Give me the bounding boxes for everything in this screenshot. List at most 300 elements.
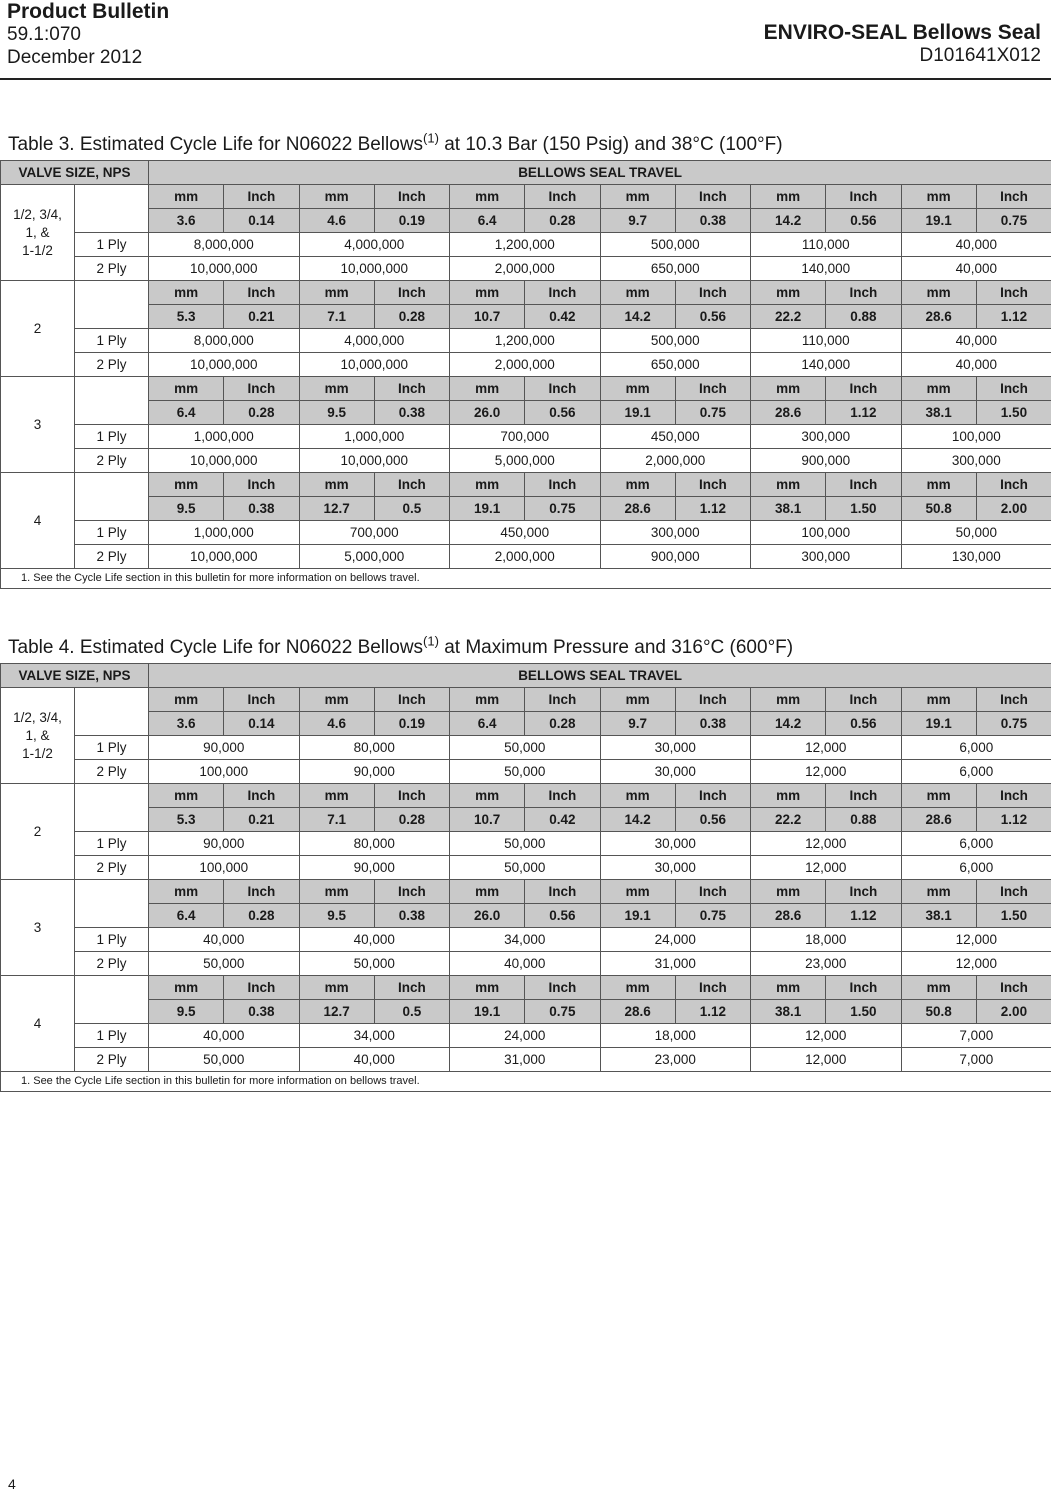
- unit-cell: mm: [600, 281, 675, 305]
- cycle-life-row: [1, 329, 1051, 353]
- travel-value-cell: 4.6: [299, 712, 374, 736]
- travel-value-cell: 0.28: [224, 401, 299, 425]
- cycle-life-value: 50,000: [450, 760, 601, 784]
- travel-value-cell: 0.14: [224, 209, 299, 233]
- travel-value-cell: 1.12: [826, 401, 901, 425]
- unit-cell: mm: [149, 880, 224, 904]
- cycle-life-value: 140,000: [751, 353, 902, 377]
- cycle-life-value: 40,000: [901, 353, 1051, 377]
- cycle-life-value: 90,000: [299, 760, 450, 784]
- ply-label: 2 Ply: [75, 545, 149, 569]
- valve-size-label: 3: [33, 919, 42, 935]
- unit-row: [1, 473, 1051, 497]
- cycle-life-value: 6,000: [901, 760, 1051, 784]
- travel-value-cell: 38.1: [901, 401, 976, 425]
- travel-value-cell: 9.5: [299, 401, 374, 425]
- cycle-life-value: 40,000: [299, 928, 450, 952]
- cycle-life-value: 2,000,000: [450, 545, 601, 569]
- unit-cell: mm: [600, 976, 675, 1000]
- table-title-footnote-ref: (1): [423, 633, 439, 649]
- unit-cell: Inch: [374, 688, 449, 712]
- table-title-condition: at 10.3 Bar (150 Psig) and 38°C (100°F): [438, 134, 783, 155]
- unit-cell: Inch: [826, 377, 901, 401]
- ply-label: 1 Ply: [75, 928, 149, 952]
- cycle-life-value: 110,000: [751, 329, 902, 353]
- cycle-life-value: 900,000: [751, 449, 902, 473]
- product-title: ENVIRO-SEAL Bellows Seal: [763, 21, 1041, 44]
- travel-value-cell: 0.14: [224, 712, 299, 736]
- cycle-life-value: 50,000: [450, 736, 601, 760]
- travel-value-cell: 0.21: [224, 808, 299, 832]
- cycle-life-row: [1, 736, 1051, 760]
- unit-cell: mm: [149, 377, 224, 401]
- travel-value-cell: 1.12: [675, 497, 750, 521]
- cycle-life-value: 7,000: [901, 1048, 1051, 1072]
- cycle-life-value: 50,000: [450, 856, 601, 880]
- unit-row: [1, 784, 1051, 808]
- valve-size-cell: [1, 473, 75, 569]
- travel-value-cell: 5.3: [149, 305, 224, 329]
- unit-cell: mm: [149, 281, 224, 305]
- travel-value-cell: 6.4: [450, 712, 525, 736]
- ply-label: 2 Ply: [75, 952, 149, 976]
- valve-size-label: 1/2, 3/4, 1, & 1-1/2: [13, 709, 62, 761]
- cycle-life-value: 500,000: [600, 329, 751, 353]
- travel-value-cell: 28.6: [600, 497, 675, 521]
- travel-value-cell: 9.7: [600, 712, 675, 736]
- travel-value-cell: 0.5: [374, 497, 449, 521]
- unit-cell: Inch: [826, 473, 901, 497]
- table-title-text: Table 3. Estimated Cycle Life for N06022 Bellows: [8, 134, 424, 155]
- unit-cell: Inch: [675, 185, 750, 209]
- unit-cell: Inch: [675, 880, 750, 904]
- unit-cell: mm: [901, 880, 976, 904]
- unit-cell: mm: [751, 880, 826, 904]
- travel-value-cell: 19.1: [901, 712, 976, 736]
- unit-cell: Inch: [976, 880, 1051, 904]
- valve-size-header: VALVE SIZE, NPS: [1, 664, 149, 688]
- travel-row: [1, 401, 1051, 425]
- unit-cell: mm: [751, 976, 826, 1000]
- cycle-life-value: 12,000: [751, 760, 902, 784]
- unit-cell: mm: [600, 688, 675, 712]
- travel-value-cell: 2.00: [976, 497, 1051, 521]
- table-header-row: [1, 161, 1051, 185]
- cycle-life-value: 50,000: [901, 521, 1051, 545]
- cycle-life-row: [1, 257, 1051, 281]
- travel-value-cell: 12.7: [299, 497, 374, 521]
- cycle-life-value: 6,000: [901, 832, 1051, 856]
- unit-cell: Inch: [525, 688, 600, 712]
- table-note-row: [1, 569, 1051, 589]
- table-title-footnote-ref: (1): [423, 130, 439, 146]
- travel-value-cell: 3.6: [149, 712, 224, 736]
- table-footnote: 1. See the Cycle Life section in this bulletin for more information on bellows travel.: [1, 1072, 1051, 1092]
- unit-cell: Inch: [224, 880, 299, 904]
- cycle-life-value: 34,000: [299, 1024, 450, 1048]
- blank-cell: [75, 880, 149, 928]
- ply-label: 2 Ply: [75, 257, 149, 281]
- travel-value-cell: 6.4: [149, 904, 224, 928]
- travel-value-cell: 1.12: [675, 1000, 750, 1024]
- travel-value-cell: 14.2: [600, 808, 675, 832]
- unit-cell: Inch: [826, 880, 901, 904]
- cycle-life-row: [1, 1048, 1051, 1072]
- unit-cell: Inch: [224, 473, 299, 497]
- travel-value-cell: 14.2: [751, 712, 826, 736]
- blank-cell: [75, 976, 149, 1024]
- travel-value-cell: 1.12: [976, 808, 1051, 832]
- table-4-title: [8, 633, 794, 659]
- cycle-life-row: [1, 832, 1051, 856]
- unit-cell: Inch: [976, 688, 1051, 712]
- unit-cell: Inch: [525, 281, 600, 305]
- unit-cell: mm: [751, 784, 826, 808]
- header-divider: [0, 78, 1051, 80]
- ply-label: 1 Ply: [75, 832, 149, 856]
- unit-cell: mm: [901, 281, 976, 305]
- travel-value-cell: 9.5: [149, 1000, 224, 1024]
- cycle-life-value: 10,000,000: [149, 353, 300, 377]
- cycle-life-value: 1,000,000: [149, 425, 300, 449]
- cycle-life-value: 24,000: [450, 1024, 601, 1048]
- unit-row: [1, 976, 1051, 1000]
- unit-cell: Inch: [374, 377, 449, 401]
- unit-cell: mm: [901, 784, 976, 808]
- travel-value-cell: 7.1: [299, 305, 374, 329]
- ply-label: 1 Ply: [75, 329, 149, 353]
- bellows-travel-header: BELLOWS SEAL TRAVEL: [149, 664, 1051, 688]
- ply-label: 2 Ply: [75, 856, 149, 880]
- unit-cell: Inch: [976, 185, 1051, 209]
- bellows-travel-header: BELLOWS SEAL TRAVEL: [149, 161, 1051, 185]
- cycle-life-value: 130,000: [901, 545, 1051, 569]
- unit-cell: Inch: [675, 377, 750, 401]
- cycle-life-row: [1, 425, 1051, 449]
- unit-cell: Inch: [675, 784, 750, 808]
- unit-row: [1, 688, 1051, 712]
- ply-label: 2 Ply: [75, 449, 149, 473]
- ply-label: 1 Ply: [75, 233, 149, 257]
- table-note-row: [1, 1072, 1051, 1092]
- cycle-life-value: 50,000: [450, 832, 601, 856]
- unit-cell: Inch: [525, 784, 600, 808]
- travel-value-cell: 9.7: [600, 209, 675, 233]
- cycle-life-value: 450,000: [450, 521, 601, 545]
- unit-cell: mm: [450, 784, 525, 808]
- unit-cell: mm: [299, 473, 374, 497]
- travel-value-cell: 1.12: [976, 305, 1051, 329]
- cycle-life-row: [1, 521, 1051, 545]
- cycle-life-value: 700,000: [299, 521, 450, 545]
- unit-cell: mm: [149, 185, 224, 209]
- cycle-life-row: [1, 928, 1051, 952]
- travel-value-cell: 0.56: [525, 904, 600, 928]
- unit-cell: mm: [299, 281, 374, 305]
- valve-size-label: 3: [33, 416, 42, 432]
- unit-cell: mm: [450, 473, 525, 497]
- unit-cell: mm: [450, 281, 525, 305]
- table-title-text: Table 4. Estimated Cycle Life for N06022 Bellows: [8, 637, 424, 658]
- unit-cell: mm: [600, 880, 675, 904]
- bulletin-date: December 2012: [7, 47, 143, 68]
- blank-cell: [75, 784, 149, 832]
- unit-row: [1, 185, 1051, 209]
- travel-value-cell: 19.1: [600, 401, 675, 425]
- cycle-life-value: 6,000: [901, 856, 1051, 880]
- unit-cell: Inch: [675, 473, 750, 497]
- blank-cell: [75, 473, 149, 521]
- travel-value-cell: 2.00: [976, 1000, 1051, 1024]
- travel-value-cell: 0.88: [826, 305, 901, 329]
- unit-row: [1, 281, 1051, 305]
- cycle-life-value: 300,000: [600, 521, 751, 545]
- cycle-life-row: [1, 952, 1051, 976]
- unit-cell: Inch: [826, 688, 901, 712]
- travel-value-cell: 0.38: [675, 209, 750, 233]
- cycle-life-value: 5,000,000: [450, 449, 601, 473]
- cycle-life-row: [1, 233, 1051, 257]
- unit-cell: mm: [149, 976, 224, 1000]
- cycle-life-value: 40,000: [450, 952, 601, 976]
- unit-cell: Inch: [826, 976, 901, 1000]
- cycle-life-value: 10,000,000: [149, 257, 300, 281]
- unit-cell: Inch: [976, 784, 1051, 808]
- unit-cell: mm: [901, 473, 976, 497]
- cycle-life-value: 12,000: [901, 952, 1051, 976]
- cycle-life-value: 2,000,000: [600, 449, 751, 473]
- blank-cell: [75, 688, 149, 736]
- travel-row: [1, 904, 1051, 928]
- unit-cell: mm: [450, 976, 525, 1000]
- unit-cell: Inch: [976, 281, 1051, 305]
- unit-cell: Inch: [224, 976, 299, 1000]
- valve-size-header: VALVE SIZE, NPS: [1, 161, 149, 185]
- travel-value-cell: 0.56: [525, 401, 600, 425]
- travel-value-cell: 10.7: [450, 808, 525, 832]
- cycle-life-value: 1,200,000: [450, 329, 601, 353]
- bulletin-number: 59.1:070: [7, 24, 81, 45]
- unit-cell: mm: [901, 185, 976, 209]
- unit-cell: mm: [600, 377, 675, 401]
- travel-value-cell: 1.12: [826, 904, 901, 928]
- travel-value-cell: 0.56: [675, 305, 750, 329]
- cycle-life-row: [1, 545, 1051, 569]
- valve-size-cell: [1, 784, 75, 880]
- cycle-life-value: 90,000: [149, 832, 300, 856]
- ply-label: 2 Ply: [75, 760, 149, 784]
- cycle-life-value: 30,000: [600, 832, 751, 856]
- table-4: [0, 663, 1051, 1092]
- cycle-life-value: 50,000: [149, 1048, 300, 1072]
- unit-cell: mm: [600, 473, 675, 497]
- cycle-life-value: 450,000: [600, 425, 751, 449]
- cycle-life-value: 500,000: [600, 233, 751, 257]
- unit-cell: mm: [149, 688, 224, 712]
- unit-cell: mm: [901, 377, 976, 401]
- travel-value-cell: 0.19: [374, 209, 449, 233]
- travel-value-cell: 28.6: [600, 1000, 675, 1024]
- travel-value-cell: 28.6: [901, 305, 976, 329]
- unit-cell: Inch: [374, 185, 449, 209]
- travel-value-cell: 10.7: [450, 305, 525, 329]
- travel-value-cell: 0.38: [224, 497, 299, 521]
- valve-size-label: 2: [33, 823, 42, 839]
- valve-size-cell: [1, 281, 75, 377]
- unit-cell: mm: [450, 688, 525, 712]
- travel-value-cell: 0.75: [525, 497, 600, 521]
- unit-cell: Inch: [525, 377, 600, 401]
- cycle-life-value: 40,000: [901, 233, 1051, 257]
- cycle-life-value: 50,000: [149, 952, 300, 976]
- cycle-life-value: 90,000: [149, 736, 300, 760]
- header-left: [7, 0, 169, 69]
- unit-row: [1, 880, 1051, 904]
- travel-value-cell: 28.6: [751, 401, 826, 425]
- cycle-life-row: [1, 353, 1051, 377]
- valve-size-cell: [1, 688, 75, 784]
- cycle-life-value: 10,000,000: [149, 449, 300, 473]
- travel-value-cell: 38.1: [751, 497, 826, 521]
- cycle-life-value: 12,000: [751, 832, 902, 856]
- cycle-life-value: 110,000: [751, 233, 902, 257]
- cycle-life-row: [1, 760, 1051, 784]
- table-3-title: [8, 130, 783, 156]
- travel-value-cell: 0.38: [374, 401, 449, 425]
- unit-cell: Inch: [976, 473, 1051, 497]
- travel-value-cell: 0.56: [826, 712, 901, 736]
- valve-size-label: 4: [33, 512, 42, 528]
- ply-label: 1 Ply: [75, 736, 149, 760]
- unit-cell: Inch: [224, 185, 299, 209]
- document-code: D101641X012: [919, 45, 1041, 66]
- unit-cell: mm: [299, 688, 374, 712]
- cycle-life-value: 10,000,000: [149, 545, 300, 569]
- unit-cell: Inch: [826, 185, 901, 209]
- unit-cell: Inch: [224, 688, 299, 712]
- travel-value-cell: 19.1: [901, 209, 976, 233]
- travel-value-cell: 0.88: [826, 808, 901, 832]
- cycle-life-value: 300,000: [751, 425, 902, 449]
- valve-size-cell: [1, 880, 75, 976]
- travel-value-cell: 0.21: [224, 305, 299, 329]
- travel-value-cell: 38.1: [901, 904, 976, 928]
- ply-label: 2 Ply: [75, 353, 149, 377]
- cycle-life-value: 100,000: [149, 760, 300, 784]
- travel-value-cell: 0.28: [525, 712, 600, 736]
- travel-value-cell: 26.0: [450, 401, 525, 425]
- valve-size-label: 4: [33, 1015, 42, 1031]
- cycle-life-value: 31,000: [450, 1048, 601, 1072]
- cycle-life-value: 7,000: [901, 1024, 1051, 1048]
- unit-cell: mm: [299, 784, 374, 808]
- unit-cell: Inch: [224, 784, 299, 808]
- unit-cell: Inch: [525, 976, 600, 1000]
- cycle-life-value: 140,000: [751, 257, 902, 281]
- travel-value-cell: 0.38: [675, 712, 750, 736]
- unit-cell: Inch: [675, 688, 750, 712]
- cycle-life-value: 300,000: [751, 545, 902, 569]
- cycle-life-value: 90,000: [299, 856, 450, 880]
- cycle-life-value: 700,000: [450, 425, 601, 449]
- unit-cell: Inch: [374, 473, 449, 497]
- travel-value-cell: 1.50: [976, 401, 1051, 425]
- unit-cell: mm: [149, 784, 224, 808]
- travel-value-cell: 0.28: [374, 808, 449, 832]
- travel-row: [1, 808, 1051, 832]
- cycle-life-value: 10,000,000: [299, 449, 450, 473]
- travel-value-cell: 19.1: [600, 904, 675, 928]
- cycle-life-value: 80,000: [299, 736, 450, 760]
- travel-value-cell: 0.38: [374, 904, 449, 928]
- unit-cell: mm: [299, 377, 374, 401]
- travel-value-cell: 19.1: [450, 1000, 525, 1024]
- travel-value-cell: 9.5: [149, 497, 224, 521]
- table-title-condition: at Maximum Pressure and 316°C (600°F): [438, 637, 794, 658]
- cycle-life-value: 1,000,000: [299, 425, 450, 449]
- travel-value-cell: 0.42: [525, 808, 600, 832]
- cycle-life-value: 80,000: [299, 832, 450, 856]
- cycle-life-value: 40,000: [149, 1024, 300, 1048]
- cycle-life-value: 18,000: [600, 1024, 751, 1048]
- unit-cell: mm: [751, 377, 826, 401]
- travel-value-cell: 0.28: [525, 209, 600, 233]
- travel-value-cell: 7.1: [299, 808, 374, 832]
- unit-cell: Inch: [826, 784, 901, 808]
- travel-value-cell: 0.28: [224, 904, 299, 928]
- unit-cell: mm: [450, 377, 525, 401]
- cycle-life-row: [1, 449, 1051, 473]
- travel-value-cell: 0.28: [374, 305, 449, 329]
- travel-value-cell: 0.42: [525, 305, 600, 329]
- cycle-life-value: 40,000: [901, 329, 1051, 353]
- valve-size-cell: [1, 185, 75, 281]
- unit-cell: Inch: [374, 281, 449, 305]
- cycle-life-value: 2,000,000: [450, 353, 601, 377]
- travel-value-cell: 50.8: [901, 497, 976, 521]
- cycle-life-value: 12,000: [751, 736, 902, 760]
- travel-value-cell: 6.4: [149, 401, 224, 425]
- unit-cell: mm: [751, 688, 826, 712]
- travel-value-cell: 26.0: [450, 904, 525, 928]
- unit-cell: Inch: [525, 473, 600, 497]
- valve-size-cell: [1, 976, 75, 1072]
- travel-row: [1, 712, 1051, 736]
- travel-value-cell: 22.2: [751, 305, 826, 329]
- travel-value-cell: 0.75: [675, 904, 750, 928]
- travel-value-cell: 0.56: [675, 808, 750, 832]
- unit-cell: Inch: [826, 281, 901, 305]
- cycle-life-value: 50,000: [299, 952, 450, 976]
- cycle-life-value: 30,000: [600, 856, 751, 880]
- travel-row: [1, 305, 1051, 329]
- cycle-life-value: 10,000,000: [299, 353, 450, 377]
- unit-cell: Inch: [675, 976, 750, 1000]
- header-right: [764, 21, 1041, 67]
- unit-cell: Inch: [374, 976, 449, 1000]
- unit-cell: Inch: [525, 185, 600, 209]
- cycle-life-value: 1,200,000: [450, 233, 601, 257]
- cycle-life-value: 100,000: [901, 425, 1051, 449]
- ply-label: 1 Ply: [75, 1024, 149, 1048]
- travel-value-cell: 0.56: [826, 209, 901, 233]
- cycle-life-value: 23,000: [600, 1048, 751, 1072]
- cycle-life-value: 650,000: [600, 257, 751, 281]
- table-footnote: 1. See the Cycle Life section in this bulletin for more information on bellows travel.: [1, 569, 1051, 589]
- travel-value-cell: 0.75: [976, 712, 1051, 736]
- cycle-life-value: 6,000: [901, 736, 1051, 760]
- cycle-life-value: 900,000: [600, 545, 751, 569]
